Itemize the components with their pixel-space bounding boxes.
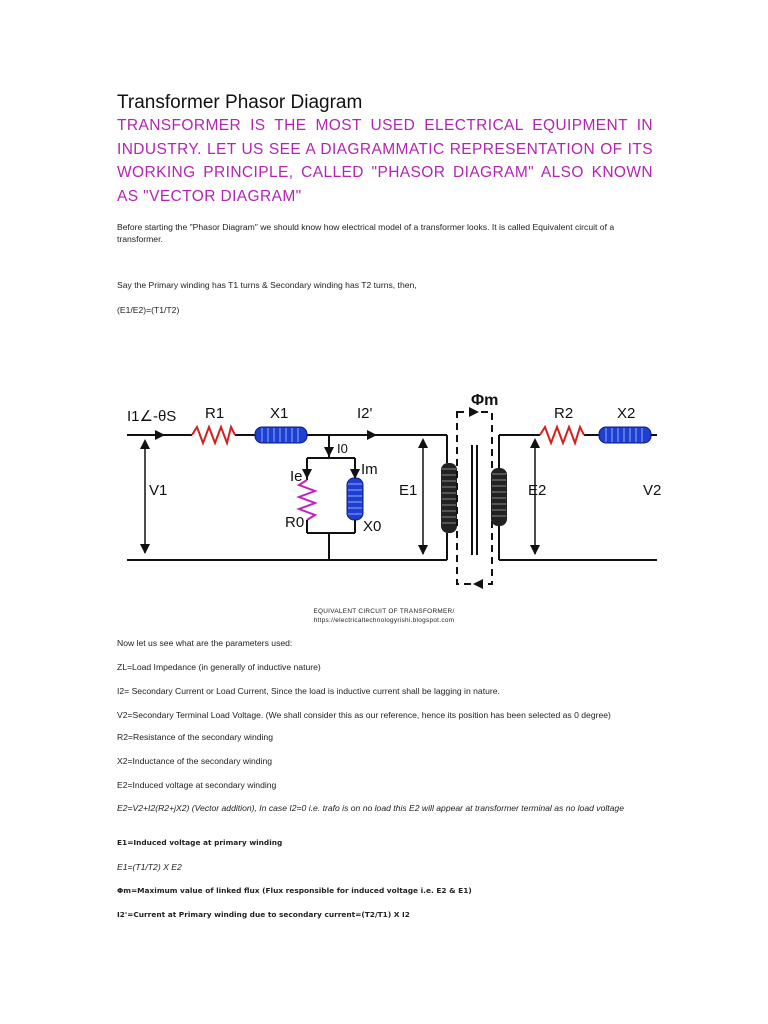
x1-inductor (255, 427, 307, 443)
label-v1: V1 (149, 482, 168, 499)
label-i1: I1∠-θS (127, 408, 177, 425)
paragraph-ratio: (E1/E2)=(T1/T2) (117, 305, 180, 315)
label-e1: E1 (399, 482, 418, 499)
paragraph-equivalent-circuit: Before starting the "Phasor Diagram" we should know how electrical model of a transformer looks. It is called Equivalent circuit of a transformer. (117, 222, 615, 244)
label-phi-m: Φm (471, 392, 499, 409)
param-r2: R2=Resistance of the secondary winding (117, 732, 273, 742)
definition-phi-m: Φm=Maximum value of linked flux (Flux responsible for induced voltage i.e. E2 & E1) (117, 886, 472, 895)
definition-i2-prime: I2'=Current at Primary winding due to secondary current=(T2/T1) X I2 (117, 910, 410, 919)
paragraph-turns: Say the Primary winding has T1 turns & Secondary winding has T2 turns, then, (117, 280, 417, 290)
label-r1: R1 (205, 405, 225, 422)
paragraph-params-intro: Now let us see what are the parameters used: (117, 638, 293, 648)
label-r0: R0 (285, 514, 305, 531)
label-r2: R2 (554, 405, 574, 422)
equivalent-circuit-diagram (117, 385, 662, 590)
flux-path (457, 412, 492, 584)
label-ie: Ie (290, 468, 303, 485)
param-x2: X2=Inductance of the secondary winding (117, 756, 273, 766)
param-e2: E2=Induced voltage at secondary winding (117, 780, 277, 790)
param-zl: ZL=Load Impedance (in generally of inductive nature) (117, 662, 321, 672)
param-i2: I2= Secondary Current or Load Current, Since the load is inductive current shall be lagging in nature. (117, 686, 500, 696)
label-e2: E2 (528, 482, 547, 499)
equation-e1: E1=(T1/T2) X E2 (117, 862, 182, 872)
definition-e1: E1=Induced voltage at primary winding (117, 838, 283, 847)
label-x1: X1 (270, 405, 289, 422)
label-i2-prime: I2' (357, 405, 373, 422)
param-v2: V2=Secondary Terminal Load Voltage. (We shall consider this as our reference, hence its position has been selected as 0 degree) (117, 710, 611, 720)
x2-inductor (599, 427, 651, 443)
secondary-coil (491, 468, 507, 526)
label-x2: X2 (617, 405, 636, 422)
label-im: Im (361, 461, 378, 478)
equation-e2: E2=V2+I2(R2+jX2) (Vector addition), In case I2=0 i.e. trafo is on no load this E2 will appear at transformer terminal as no load voltage (117, 803, 624, 813)
label-v2: V2 (643, 482, 662, 499)
figure-caption: EQUIVALENT CIRCUIT OF TRANSFORMER/ (313, 608, 455, 615)
figure-caption-url: https://electricaltechnologyrishi.blogspot.com (313, 617, 455, 624)
r1-resistor (192, 427, 235, 443)
r2-resistor (540, 427, 584, 443)
page-title: Transformer Phasor Diagram (117, 92, 363, 113)
label-x0: X0 (363, 518, 382, 535)
label-i0: I0 (337, 441, 348, 456)
intro-paragraph: TRANSFORMER IS THE MOST USED ELECTRICAL EQUIPMENT IN INDUSTRY. LET US SEE A DIAGRAMMATIC REPRESENTATION OF ITS WORKING PRINCIPLE, CALLED "PHASOR DIAGRAM" ALSO KNOWN AS "VECTOR DIAGRAM" (117, 117, 653, 205)
